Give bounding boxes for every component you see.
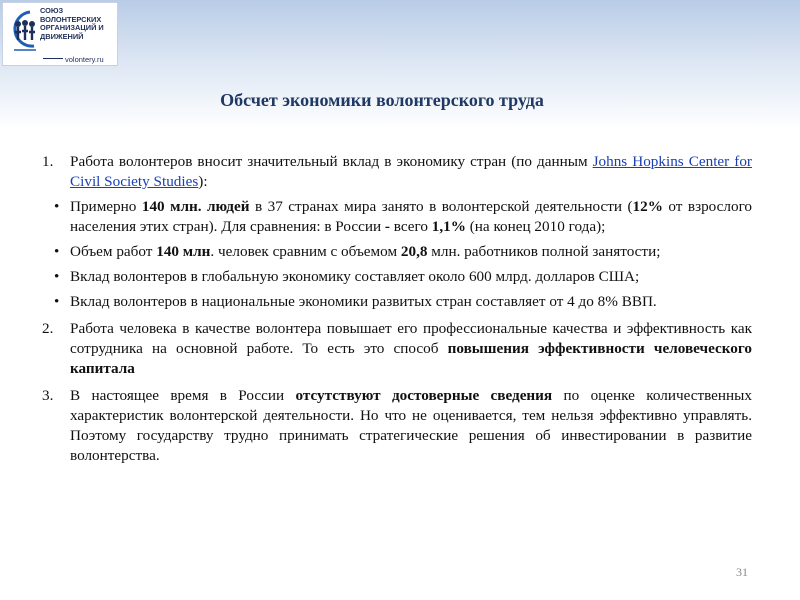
list-item-3 <box>42 386 752 466</box>
item-bold-text: повышения эффективности человеческого капитала <box>70 340 752 377</box>
item-bold-text: отсутствуют достоверные сведения <box>295 387 553 404</box>
bullet-item <box>53 242 752 262</box>
item-text: В настоящее время в России <box>70 387 296 404</box>
logo-line-2: ВОЛОНТЕРСКИХ <box>40 14 102 24</box>
bullet-dot: • <box>54 268 60 285</box>
list-number: 1. <box>42 153 54 170</box>
bullet-text: . человек сравним с объемом <box>210 243 401 260</box>
source-link[interactable]: Johns Hopkins Center for Civil Society Studies <box>70 153 752 190</box>
bullet-bold-text: 140 млн <box>156 243 211 260</box>
bullet-dot: • <box>54 198 60 215</box>
list-item-2 <box>42 319 752 379</box>
bullet-item <box>53 267 752 287</box>
logo-line-1: СОЮЗ <box>40 6 64 15</box>
people-chain-emblem-icon <box>6 6 40 62</box>
organization-logo[interactable] <box>2 2 118 66</box>
bullet-text: млн. работников полной занятости; <box>427 243 661 260</box>
bullet-text: в 37 странах мира занято в волонтерской деятельности ( <box>249 198 633 215</box>
bullet-bold-text: 140 млн. людей <box>141 198 250 215</box>
logo-url[interactable]: volontery.ru <box>65 55 104 64</box>
slide-title: Обсчет экономики волонтерского труда <box>220 90 544 110</box>
bullet-text: всего <box>389 218 432 235</box>
logo-divider <box>43 58 63 59</box>
item-text: Работа волонтеров вносит значительный вклад в экономику стран (по данным <box>70 153 593 170</box>
item-text: Работа человека в качестве волонтера повышает его профессиональные качества и эффективность как сотрудника на основной работе. То есть это способ <box>70 320 752 357</box>
bullet-item <box>53 292 752 312</box>
bullet-dot: • <box>54 243 60 260</box>
bullet-bold-text: 12% <box>632 198 663 215</box>
list-item-1 <box>42 152 752 192</box>
list-number: 2. <box>42 320 54 337</box>
logo-text <box>40 7 118 41</box>
bullet-dot: • <box>54 293 60 310</box>
bullet-item <box>53 197 752 237</box>
bullet-text: Вклад волонтеров в глобальную экономику составляет около 600 млрд. долларов США; <box>70 268 640 285</box>
bullet-text: Примерно <box>70 198 142 215</box>
bullet-bold-text: 20,8 <box>400 243 428 260</box>
bullet-text: (на конец 2010 года); <box>465 218 606 235</box>
logo-line-4: ДВИЖЕНИЙ <box>40 31 84 41</box>
logo-line-3: ОРГАНИЗАЦИЙ И <box>40 23 104 33</box>
item-text: ): <box>198 173 208 190</box>
bullet-bold-text: - <box>384 218 390 235</box>
bullet-bold-text: 1,1% <box>431 218 466 235</box>
page-number: 31 <box>736 565 748 579</box>
bullet-text: от взрослого населения этих стран). Для сравнения: в России <box>70 198 753 235</box>
bullet-text: Объем работ <box>70 243 157 260</box>
list-number: 3. <box>42 387 54 404</box>
slide-content <box>42 152 752 466</box>
bullet-text: Вклад волонтеров в национальные экономики развитых стран составляет от 4 до 8% ВВП. <box>70 293 657 310</box>
item-text: по оценке количественных характеристик волонтерской деятельности. Но что не оценивается, тем нельзя эффективно управлять. Поэтому государству трудно принимать стратегические решения об инвестировании в развитие волонтерства. <box>70 387 752 464</box>
